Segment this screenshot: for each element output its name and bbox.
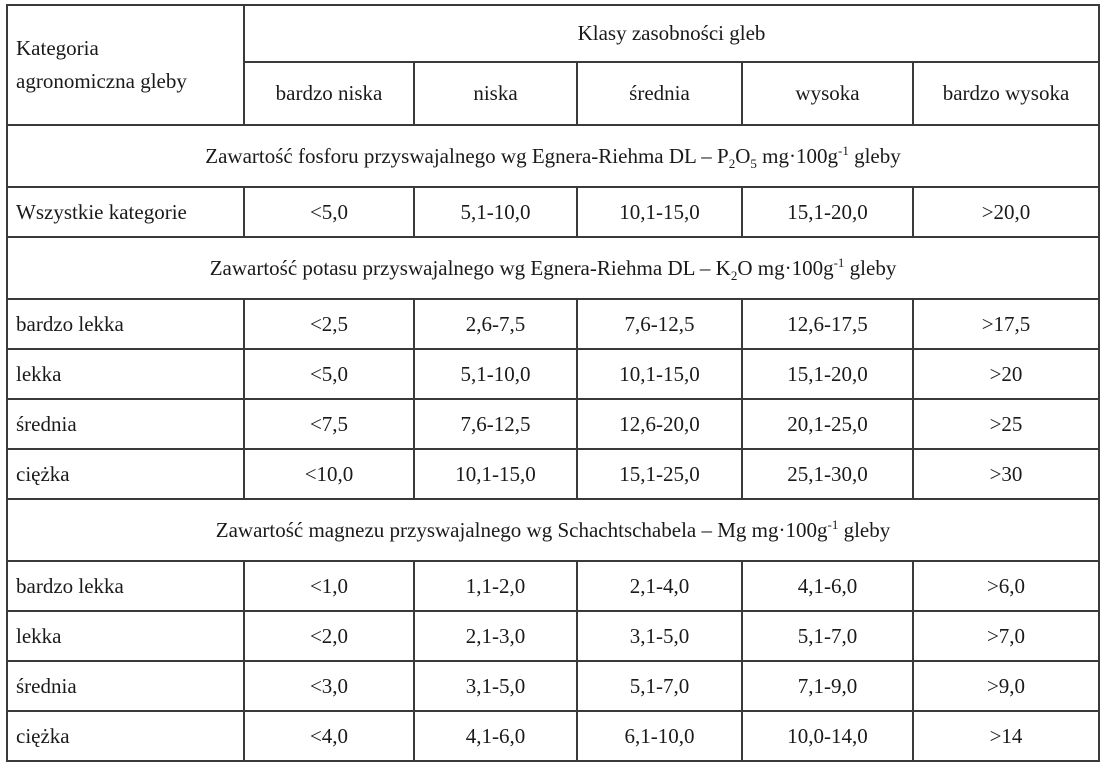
table-cell: <3,0: [244, 661, 414, 711]
table-row: [7, 661, 1099, 711]
row-category: lekka: [7, 611, 244, 661]
section-title-row-phosphorus: [7, 125, 1099, 187]
header-row-1: [7, 5, 1099, 62]
table-cell: 7,6-12,5: [577, 299, 742, 349]
table-cell: <5,0: [244, 187, 414, 237]
category-header-line1: Kategoria: [16, 36, 99, 60]
column-header-high: wysoka: [742, 62, 913, 125]
table-row: [7, 561, 1099, 611]
table-cell: <1,0: [244, 561, 414, 611]
table-cell: >17,5: [913, 299, 1099, 349]
column-header-low: niska: [414, 62, 577, 125]
section-title-potassium: Zawartość potasu przyswajalnego wg Egnera-Riehma DL – $K_2O$ $mg\cdot 100g^{-1}$ gleby: [7, 237, 1099, 299]
table-cell: <2,0: [244, 611, 414, 661]
table-cell: <2,5: [244, 299, 414, 349]
column-header-medium: średnia: [577, 62, 742, 125]
table-cell: <10,0: [244, 449, 414, 499]
table-cell: 4,1-6,0: [742, 561, 913, 611]
row-category: średnia: [7, 661, 244, 711]
table-cell: 1,1-2,0: [414, 561, 577, 611]
table-cell: 7,1-9,0: [742, 661, 913, 711]
table-cell: <4,0: [244, 711, 414, 761]
table-cell: >20: [913, 349, 1099, 399]
column-header-very-low: bardzo niska: [244, 62, 414, 125]
row-category: ciężka: [7, 449, 244, 499]
row-category: ciężka: [7, 711, 244, 761]
classes-header: Klasy zasobności gleb: [244, 5, 1099, 62]
table-cell: >9,0: [913, 661, 1099, 711]
table-cell: 6,1-10,0: [577, 711, 742, 761]
row-category: bardzo lekka: [7, 299, 244, 349]
column-header-very-high: bardzo wysoka: [913, 62, 1099, 125]
table-cell: 15,1-20,0: [742, 349, 913, 399]
table-row: [7, 449, 1099, 499]
table-cell: 15,1-20,0: [742, 187, 913, 237]
table-cell: 5,1-10,0: [414, 349, 577, 399]
table-cell: 7,6-12,5: [414, 399, 577, 449]
table-cell: >6,0: [913, 561, 1099, 611]
table-cell: 12,6-20,0: [577, 399, 742, 449]
category-header: [7, 5, 244, 125]
section-title-row-magnesium: [7, 499, 1099, 561]
section-title-magnesium: Zawartość magnezu przyswajalnego wg Schachtschabela – Mg $mg\cdot 100g^{-1}$ gleby: [7, 499, 1099, 561]
table-cell: 2,1-4,0: [577, 561, 742, 611]
table-cell: 2,6-7,5: [414, 299, 577, 349]
table-cell: <5,0: [244, 349, 414, 399]
table-cell: 10,0-14,0: [742, 711, 913, 761]
table-cell: >25: [913, 399, 1099, 449]
table-row: [7, 611, 1099, 661]
table-cell: 20,1-25,0: [742, 399, 913, 449]
soil-nutrient-classes-table: [6, 4, 1100, 762]
table-cell: 10,1-15,0: [414, 449, 577, 499]
table-cell: 3,1-5,0: [577, 611, 742, 661]
table-row: [7, 299, 1099, 349]
table-row: [7, 711, 1099, 761]
table-row: [7, 399, 1099, 449]
table-cell: 25,1-30,0: [742, 449, 913, 499]
table-cell: 5,1-7,0: [742, 611, 913, 661]
row-category: lekka: [7, 349, 244, 399]
table-cell: 4,1-6,0: [414, 711, 577, 761]
table-cell: 2,1-3,0: [414, 611, 577, 661]
table-cell: >20,0: [913, 187, 1099, 237]
table-cell: 12,6-17,5: [742, 299, 913, 349]
table-cell: 10,1-15,0: [577, 349, 742, 399]
section-title-phosphorus: Zawartość fosforu przyswajalnego wg Egnera-Riehma DL – $P_2O_5$ $mg\cdot 100g^{-1}$ gleby: [7, 125, 1099, 187]
table-cell: 3,1-5,0: [414, 661, 577, 711]
row-category: bardzo lekka: [7, 561, 244, 611]
table-row: [7, 349, 1099, 399]
table-cell: 5,1-10,0: [414, 187, 577, 237]
section-title-row-potassium: [7, 237, 1099, 299]
table-cell: 10,1-15,0: [577, 187, 742, 237]
table-cell: <7,5: [244, 399, 414, 449]
table-cell: 5,1-7,0: [577, 661, 742, 711]
table-cell: >14: [913, 711, 1099, 761]
category-header-line2: agronomiczna gleby: [16, 69, 187, 93]
row-category: Wszystkie kategorie: [7, 187, 244, 237]
row-category: średnia: [7, 399, 244, 449]
table-cell: 15,1-25,0: [577, 449, 742, 499]
table-row: [7, 187, 1099, 237]
table-cell: >7,0: [913, 611, 1099, 661]
table-cell: >30: [913, 449, 1099, 499]
